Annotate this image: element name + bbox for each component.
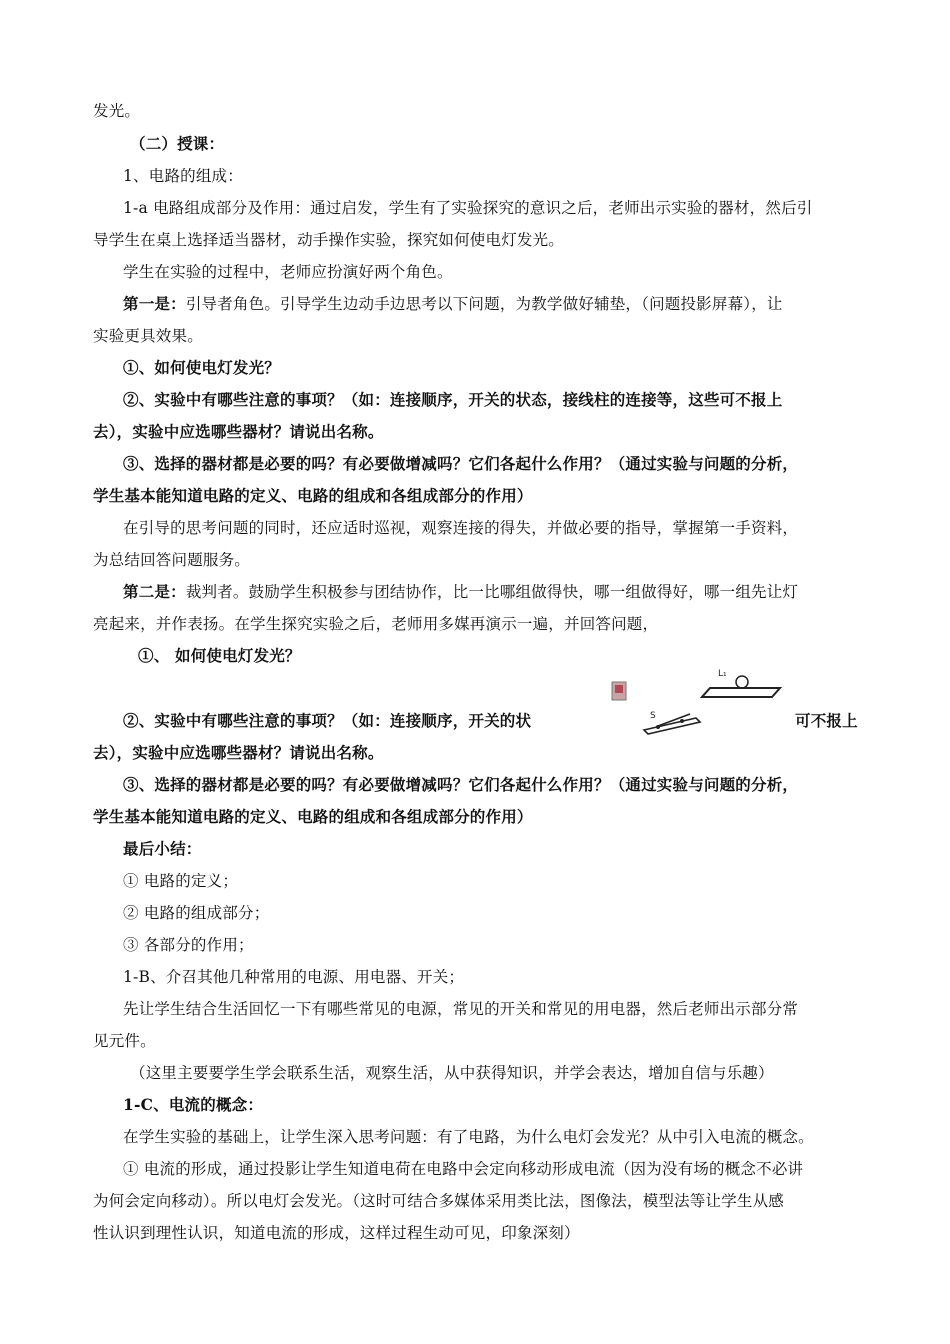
question-item-tail: 可不报上 [795, 711, 858, 730]
summary-item: ③ 各部分的作用； [123, 936, 254, 954]
text-line: 1-a 电路组成部分及作用：通过启发，学生有了实验探究的意识之后，老师出示实验的器材，然后引 [123, 199, 813, 217]
question-item: ②、实验中有哪些注意的事项？（如：连接顺序，开关的状 [123, 711, 532, 730]
role-text: 裁判者。鼓励学生积极参与团结协作，比一比哪组做得快，哪一组做得好，哪一组先让灯 [185, 583, 799, 601]
subsection-heading: 1、电路的组成： [123, 167, 243, 185]
note-line: （这里主要要学生学会联系生活，观察生活，从中获得知识，并学会表达，增加自信与乐趣） [130, 1064, 774, 1082]
text-line: 见元件。 [93, 1032, 156, 1050]
switch-label: S [650, 711, 656, 721]
subsection-heading: 1-C、电流的概念： [123, 1095, 264, 1114]
bulb-icon [736, 676, 748, 688]
summary-heading: 最后小结： [123, 839, 202, 858]
text-line: 实验更具效果。 [93, 327, 203, 345]
summary-item: ② 电路的组成部分； [123, 904, 270, 922]
question-item: ①、如何使电灯发光？ [123, 358, 281, 377]
text-line: 先让学生结合生活回忆一下有哪些常见的电源，常见的开关和常见的用电器，然后老师出示部分常 [123, 1000, 799, 1018]
text-line: 为何会定向移动）。所以电灯会发光。（这时可结合多媒体采用类比法，图像法，模型法等让学生从感 [93, 1192, 785, 1210]
question-item-cont: 学生基本能知道电路的定义、电路的组成和各组成部分的作用） [93, 486, 533, 505]
section-heading: （二）授课： [130, 134, 225, 153]
question-item-cont: 学生基本能知道电路的定义、电路的组成和各组成部分的作用） [93, 807, 533, 826]
text-line: 学生在实验的过程中，老师应扮演好两个角色。 [123, 263, 453, 281]
text-line: ① 电流的形成，通过投影让学生知道电荷在电路中会定向移动形成电流（因为没有场的概念不必讲 [123, 1160, 804, 1178]
text-line: 性认识到理性认识，知道电流的形成，这样过程生动可见，印象深刻） [93, 1224, 580, 1242]
question-item: ③、选择的器材都是必要的吗？有必要做增减吗？它们各起什么作用？（通过实验与问题的分析， [123, 775, 799, 794]
role-text: 引导者角色。引导学生边动手边思考以下问题，为教学做好辅垫，（问题投影屏幕），让 [185, 295, 783, 313]
question-item: ②、实验中有哪些注意的事项？（如：连接顺序，开关的状态，接线柱的连接等，这些可不报上 [123, 390, 783, 409]
text-line: 导学生在桌上选择适当器材，动手操作实验，探究如何使电灯发光。 [93, 231, 565, 249]
text-line [123, 293, 893, 315]
text-line: 发光。 [93, 102, 141, 120]
text-line: 亮起来，并作表扬。在学生探究实验之后，老师用多媒再演示一遍，并回答问题， [93, 615, 659, 633]
role-label: 第二是： [123, 582, 186, 601]
role-label: 第一是： [123, 294, 186, 313]
summary-item: ① 电路的定义； [123, 872, 239, 890]
question-item-cont: 去），实验中应选哪些器材？请说出名称。 [93, 422, 384, 441]
lamp-label: L₁ [718, 669, 727, 679]
question-item: ③、选择的器材都是必要的吗？有必要做增减吗？它们各起什么作用？（通过实验与问题的分析， [123, 454, 799, 473]
subsection-heading: 1-B、介召其他几种常用的电源、用电器、开关； [123, 968, 465, 986]
text-line: 在学生实验的基础上，让学生深入思考问题：有了电路，为什么电灯会发光？从中引入电流的概念。 [123, 1128, 814, 1146]
text-line [123, 581, 893, 603]
question-item: ①、 如何使电灯发光？ [138, 646, 301, 665]
lamp-base-icon [702, 688, 780, 697]
question-item-cont: 去），实验中应选哪些器材？请说出名称。 [93, 743, 384, 762]
text-line: 为总结回答问题服务。 [93, 551, 251, 569]
circuit-figure [600, 660, 790, 740]
text-line: 在引导的思考问题的同时，还应适时巡视，观察连接的得失，并做必要的指导，掌握第一手资料， [123, 519, 799, 537]
